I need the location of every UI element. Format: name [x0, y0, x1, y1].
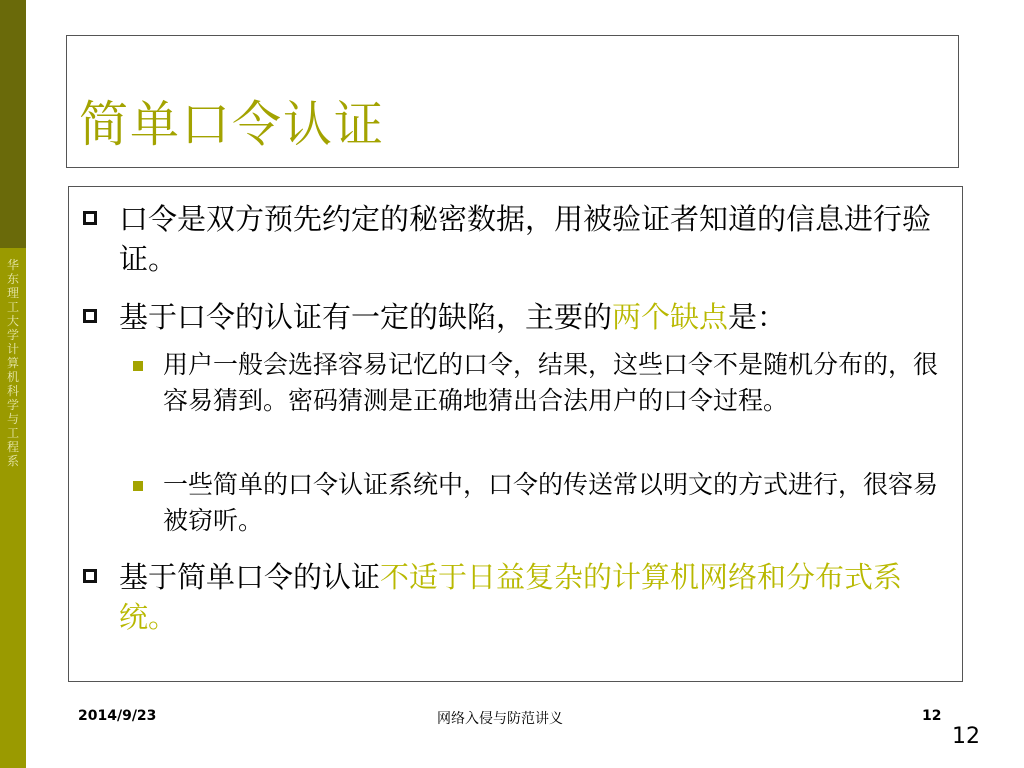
footer-date: 2014/9/23	[78, 708, 157, 724]
bullet-text-part: 基于口令的认证有一定的缺陷，主要的	[119, 300, 613, 334]
sub-bullet-item	[133, 467, 948, 539]
bullet-item	[83, 199, 948, 279]
hollow-square-bullet-icon	[83, 211, 97, 225]
footer-course-title: 网络入侵与防范讲义	[437, 711, 563, 727]
bullet-text-part: 是：	[728, 300, 787, 334]
filled-square-bullet-icon	[133, 481, 143, 491]
sidebar-top-band	[0, 0, 26, 248]
bullet-text: 口令是双方预先约定的秘密数据，用被验证者知道的信息进行验证。	[119, 202, 932, 276]
bullet-item	[83, 557, 948, 637]
sub-bullet-text: 一些简单的口令认证系统中，口令的传送常以明文的方式进行，很容易被窃听。	[163, 470, 939, 535]
content-box	[68, 186, 963, 682]
bullet-highlight: 两个缺点	[612, 300, 729, 334]
sidebar	[0, 0, 26, 768]
page-number: 12	[952, 724, 980, 749]
hollow-square-bullet-icon	[83, 309, 97, 323]
bullet-text-part: 基于简单口令的认证	[119, 560, 381, 594]
bullet-item	[83, 297, 948, 337]
slide-title: 简单口令认证	[79, 96, 386, 153]
title-box	[66, 35, 959, 168]
hollow-square-bullet-icon	[83, 569, 97, 583]
bullet-text	[119, 297, 948, 337]
sub-bullet-text: 用户一般会选择容易记忆的口令，结果，这些口令不是随机分布的，很容易猜到。密码猜测是正确地猜出合法用户的口令过程。	[163, 350, 939, 415]
footer-slide-number: 12	[922, 708, 942, 724]
bullet-highlight: 不适于日益复杂的计算机网络和分布式系统。	[119, 560, 903, 634]
sub-bullet-item	[133, 347, 948, 419]
bullet-text	[119, 557, 948, 637]
sidebar-department-label: 华东理工大学计算机科学与工程系	[6, 258, 19, 468]
filled-square-bullet-icon	[133, 361, 143, 371]
